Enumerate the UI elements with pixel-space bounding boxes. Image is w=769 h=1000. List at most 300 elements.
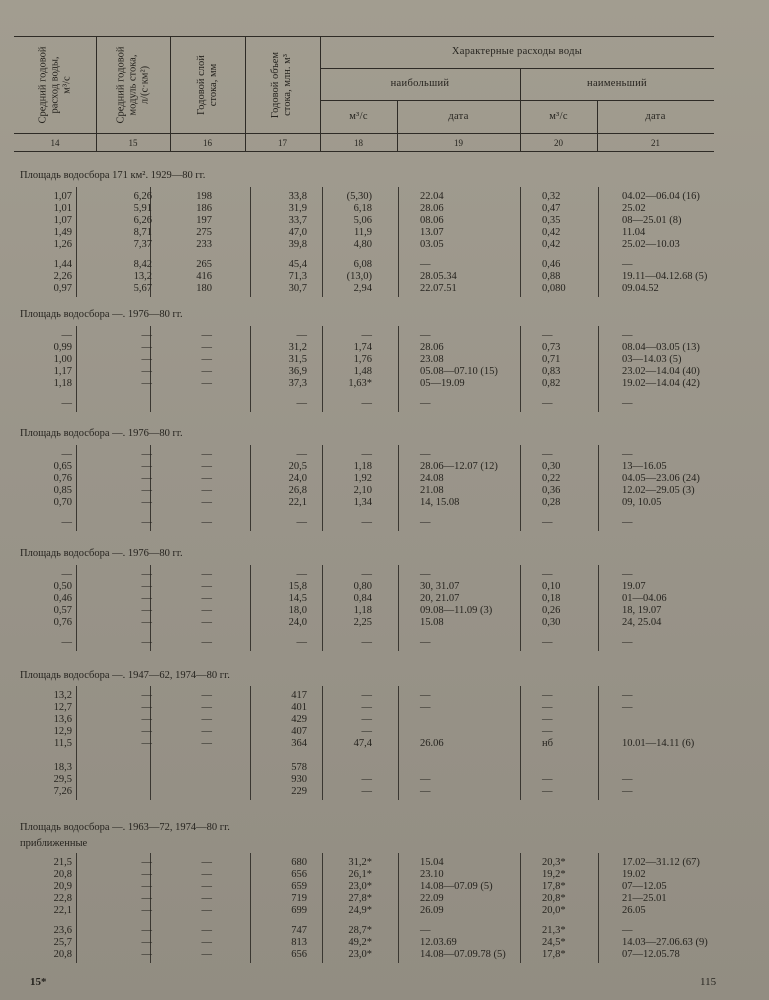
table-cell: 0,18 (542, 593, 561, 604)
table-cell: 0,76 (53, 473, 72, 484)
table-cell: 22,1 (288, 497, 307, 508)
table-cell: 12.02—29.05 (3) (622, 485, 695, 496)
table-cell: — (420, 330, 431, 341)
table-cell: — (622, 774, 633, 785)
column-number: 15 (128, 138, 138, 148)
table-cell: — (542, 637, 553, 648)
table-cell: 0,36 (542, 485, 561, 496)
table-cell: 20, 21.07 (420, 593, 460, 604)
table-cell: 20,3* (542, 857, 566, 868)
table-row (0, 449, 769, 461)
table-cell: — (201, 485, 212, 496)
table-cell: 15,8 (288, 581, 307, 592)
table-cell: 19.02—14.04 (42) (622, 378, 700, 389)
table-cell: 20,8 (53, 869, 72, 880)
table-cell: 24,9* (348, 905, 372, 916)
table-cell: — (622, 637, 633, 648)
table-cell: — (622, 330, 633, 341)
table-cell: — (420, 690, 431, 701)
table-cell: 1,49 (53, 227, 72, 238)
table-cell: — (420, 259, 431, 270)
table-cell: — (361, 569, 372, 580)
table-cell: — (622, 398, 633, 409)
table-cell: — (141, 485, 152, 496)
table-row (0, 905, 769, 917)
table-cell: 0,97 (53, 283, 72, 294)
table-cell: 0,32 (542, 191, 561, 202)
table-cell: 21,5 (53, 857, 72, 868)
table-cell: 71,3 (288, 271, 307, 282)
table-cell: 09.04.52 (622, 283, 659, 294)
table-cell: 20,5 (288, 461, 307, 472)
table-cell: 18,3 (53, 762, 72, 773)
table-cell: 186 (196, 203, 212, 214)
table-cell: 1,01 (53, 203, 72, 214)
table-cell: — (201, 857, 212, 868)
table-cell: 31,2 (288, 342, 307, 353)
table-cell: 0,46 (542, 259, 561, 270)
table-cell: — (141, 449, 152, 460)
table-cell: 13.07 (420, 227, 444, 238)
table-cell: — (361, 726, 372, 737)
table-cell: 0,42 (542, 227, 561, 238)
table-cell: 233 (196, 239, 212, 250)
table-cell: 198 (196, 191, 212, 202)
table-cell: — (542, 517, 553, 528)
table-cell: — (61, 330, 72, 341)
table-cell: — (201, 893, 212, 904)
table-cell: 0,85 (53, 485, 72, 496)
table-cell: 23,0* (348, 881, 372, 892)
table-cell: 24,5* (542, 937, 566, 948)
table-cell: 7,26 (53, 786, 72, 797)
table-cell: — (141, 617, 152, 628)
table-cell: — (622, 569, 633, 580)
header-subgroup-rule (320, 100, 714, 101)
table-cell: 930 (291, 774, 307, 785)
table-cell: — (622, 449, 633, 460)
table-cell: — (201, 366, 212, 377)
table-cell: — (361, 714, 372, 725)
section-title: Площадь водосбора —. 1947—62, 1974—80 гг. (20, 670, 230, 681)
table-cell: — (141, 330, 152, 341)
table-cell: 28.05.34 (420, 271, 457, 282)
table-cell: 20,8* (542, 893, 566, 904)
table-cell: 0,84 (353, 593, 372, 604)
table-row (0, 881, 769, 893)
table-cell: — (201, 702, 212, 713)
table-cell: 26,1* (348, 869, 372, 880)
table-cell: — (622, 690, 633, 701)
table-cell: 1,76 (353, 354, 372, 365)
table-cell: 0,47 (542, 203, 561, 214)
table-cell: 0,50 (53, 581, 72, 592)
table-cell: — (201, 461, 212, 472)
table-cell: — (61, 517, 72, 528)
table-cell: 1,44 (53, 259, 72, 270)
table-cell: 33,7 (288, 215, 307, 226)
table-cell: 23.02—14.04 (40) (622, 366, 700, 377)
table-cell: 417 (291, 690, 307, 701)
table-row (0, 581, 769, 593)
table-cell: 26.09 (420, 905, 444, 916)
table-cell: — (141, 354, 152, 365)
table-cell: 13,2 (53, 690, 72, 701)
table-row (0, 690, 769, 702)
table-cell: 0,71 (542, 354, 561, 365)
table-cell: — (542, 786, 553, 797)
table-cell: — (201, 517, 212, 528)
table-cell: 0,10 (542, 581, 561, 592)
table-cell: — (201, 726, 212, 737)
table-cell: — (420, 702, 431, 713)
table-cell: — (141, 905, 152, 916)
table-cell: — (141, 702, 152, 713)
table-row (0, 617, 769, 629)
table-row (0, 330, 769, 342)
table-cell: 09, 10.05 (622, 497, 662, 508)
table-cell: 229 (291, 786, 307, 797)
table-cell: 0,35 (542, 215, 561, 226)
table-cell: — (296, 637, 307, 648)
table-cell: 28.06 (420, 203, 444, 214)
table-cell: 21.08 (420, 485, 444, 496)
table-cell: — (296, 398, 307, 409)
table-row (0, 378, 769, 390)
section-title: Площадь водосбора 171 км². 1929—80 гг. (20, 170, 206, 181)
table-cell: — (61, 637, 72, 648)
column-number: 17 (278, 138, 287, 148)
table-cell: 33,8 (288, 191, 307, 202)
table-cell: 13—16.05 (622, 461, 667, 472)
table-row (0, 637, 769, 649)
table-cell: 1,18 (53, 378, 72, 389)
table-cell: 364 (291, 738, 307, 749)
table-cell: 6,18 (353, 203, 372, 214)
table-cell: 24,0 (288, 617, 307, 628)
table-cell: 5,67 (133, 283, 152, 294)
table-cell: — (201, 342, 212, 353)
table-cell: 0,46 (53, 593, 72, 604)
table-cell: 0,22 (542, 473, 561, 484)
table-cell: — (201, 881, 212, 892)
table-cell: 699 (291, 905, 307, 916)
table-row (0, 702, 769, 714)
table-cell: 6,26 (133, 215, 152, 226)
table-cell: 08.04—03.05 (13) (622, 342, 700, 353)
table-cell: 0,83 (542, 366, 561, 377)
table-cell: — (201, 473, 212, 484)
table-cell: 23.10 (420, 869, 444, 880)
table-cell: 22.07.51 (420, 283, 457, 294)
table-cell: 2,26 (53, 271, 72, 282)
table-row (0, 203, 769, 215)
table-cell: — (201, 905, 212, 916)
table-cell: — (420, 786, 431, 797)
table-cell: 7,37 (133, 239, 152, 250)
header-largest-m3s: м³/с (349, 111, 368, 122)
table-cell: — (542, 330, 553, 341)
table-cell: 14.03—27.06.63 (9) (622, 937, 708, 948)
table-cell: 23.08 (420, 354, 444, 365)
table-cell: 09.08—11.09 (3) (420, 605, 493, 616)
header-runoff-volume: Годовой объем стока, млн. м³ (270, 51, 294, 118)
table-cell: 656 (291, 949, 307, 960)
table-cell: 23,0* (348, 949, 372, 960)
section-title: Площадь водосбора —. 1963—72, 1974—80 гг. (20, 822, 230, 833)
table-cell: 2,10 (353, 485, 372, 496)
table-cell: 27,8* (348, 893, 372, 904)
table-cell: — (296, 569, 307, 580)
table-cell: — (141, 937, 152, 948)
table-cell: — (201, 354, 212, 365)
header-mean-discharge: Средний годовой расход воды, м³/с (36, 46, 72, 123)
table-cell: 20,0* (542, 905, 566, 916)
table-cell: — (420, 517, 431, 528)
table-cell: — (201, 738, 212, 749)
table-cell: — (141, 738, 152, 749)
table-cell: — (361, 398, 372, 409)
table-cell: 19.02 (622, 869, 646, 880)
table-cell: — (201, 637, 212, 648)
table-cell: — (201, 949, 212, 960)
table-cell: — (141, 569, 152, 580)
table-cell: — (201, 617, 212, 628)
header-group-rule (320, 68, 714, 69)
table-cell: 0,65 (53, 461, 72, 472)
table-cell: 11,9 (354, 227, 372, 238)
table-cell: — (201, 605, 212, 616)
column-number: 20 (554, 138, 563, 148)
table-row (0, 949, 769, 961)
table-cell: 22,8 (53, 893, 72, 904)
table-cell: 14, 15.08 (420, 497, 460, 508)
table-cell: 11,5 (54, 738, 72, 749)
section-title: Площадь водосбора —. 1976—80 гг. (20, 548, 183, 559)
table-cell: — (542, 726, 553, 737)
table-cell: 28.06 (420, 342, 444, 353)
table-cell: — (201, 449, 212, 460)
table-row (0, 569, 769, 581)
table-cell: 0,82 (542, 378, 561, 389)
table-row (0, 517, 769, 529)
table-cell: 47,4 (353, 738, 372, 749)
table-cell: 15.04 (420, 857, 444, 868)
table-cell: 1,07 (53, 191, 72, 202)
table-cell: 0,26 (542, 605, 561, 616)
table-cell: (5,30) (346, 191, 372, 202)
header-runoff-modulus: Средний годовой модуль стока, л/(с·км²) (115, 46, 151, 123)
table-cell: 24,0 (288, 473, 307, 484)
table-cell: — (296, 330, 307, 341)
table-cell: 0,30 (542, 461, 561, 472)
table-cell: — (201, 925, 212, 936)
table-cell: 19,2* (542, 869, 566, 880)
table-cell: 22.09 (420, 893, 444, 904)
table-cell: 1,17 (53, 366, 72, 377)
section-title: Площадь водосбора —. 1976—80 гг. (20, 428, 183, 439)
table-cell: — (61, 569, 72, 580)
table-cell: 6,26 (133, 191, 152, 202)
table-cell: 1,63* (348, 378, 372, 389)
table-cell: 14.08—07.09.78 (5) (420, 949, 506, 960)
table-cell: — (201, 378, 212, 389)
table-cell: 2,25 (353, 617, 372, 628)
table-cell: 1,26 (53, 239, 72, 250)
table-cell: 5,06 (353, 215, 372, 226)
table-cell: 680 (291, 857, 307, 868)
table-cell: 0,73 (542, 342, 561, 353)
column-number: 14 (50, 138, 60, 148)
table-row (0, 893, 769, 905)
table-cell: 5,91 (133, 203, 152, 214)
table-cell: — (201, 497, 212, 508)
table-cell: 2,94 (353, 283, 372, 294)
table-row (0, 605, 769, 617)
table-row (0, 762, 769, 774)
table-cell: 21—25.01 (622, 893, 667, 904)
table-cell: — (201, 937, 212, 948)
header-runoff-layer: Годовой слой стока, мм (195, 54, 219, 115)
table-row (0, 726, 769, 738)
table-cell: 17,8* (542, 881, 566, 892)
table-cell: — (420, 774, 431, 785)
column-number: 21 (651, 138, 660, 148)
table-cell: 47,0 (288, 227, 307, 238)
table-cell: — (201, 330, 212, 341)
table-cell: 6,08 (353, 259, 372, 270)
table-cell: 29,5 (53, 774, 72, 785)
table-cell: 20,8 (53, 949, 72, 960)
table-cell: 11.04 (622, 227, 646, 238)
table-cell: 13,2 (133, 271, 152, 282)
table-cell: 05—19.09 (420, 378, 465, 389)
table-cell: 578 (291, 762, 307, 773)
table-cell: 28,7* (348, 925, 372, 936)
table-row (0, 738, 769, 750)
header-bottom-rule (14, 133, 714, 134)
table-cell: 719 (291, 893, 307, 904)
table-cell: — (296, 517, 307, 528)
table-cell: — (141, 593, 152, 604)
table-cell: — (61, 398, 72, 409)
table-cell: 19.07 (622, 581, 646, 592)
table-cell: 07—12.05.78 (622, 949, 680, 960)
table-cell: 17.02—31.12 (67) (622, 857, 700, 868)
table-cell: 22,1 (53, 905, 72, 916)
table-cell: 4,80 (353, 239, 372, 250)
header-characteristic-discharge: Характерные расходы воды (451, 46, 583, 57)
table-cell: 26.06 (420, 738, 444, 749)
table-cell: — (420, 449, 431, 460)
table-cell: 20,9 (53, 881, 72, 892)
table-cell: — (141, 497, 152, 508)
table-cell: 17,8* (542, 949, 566, 960)
table-cell: 12,9 (53, 726, 72, 737)
table-cell: — (542, 714, 553, 725)
table-cell: — (141, 473, 152, 484)
table-cell: 1,74 (353, 342, 372, 353)
table-cell: 19.11—04.12.68 (5) (622, 271, 708, 282)
table-cell: 747 (291, 925, 307, 936)
table-cell: 30,7 (288, 283, 307, 294)
table-cell: 21,3* (542, 925, 566, 936)
table-cell: 45,4 (288, 259, 307, 270)
table-cell: 24.08 (420, 473, 444, 484)
table-cell: 275 (196, 227, 212, 238)
table-cell: 39,8 (288, 239, 307, 250)
table-cell: — (141, 690, 152, 701)
table-cell: 8,71 (133, 227, 152, 238)
footer-signature-mark: 15* (30, 976, 47, 988)
table-cell: 656 (291, 869, 307, 880)
table-cell: (13,0) (346, 271, 372, 282)
header-smallest: наименьший (587, 78, 647, 89)
table-cell: — (201, 714, 212, 725)
table-cell: — (201, 869, 212, 880)
header-largest-date: дата (448, 111, 469, 122)
table-cell: 25,7 (53, 937, 72, 948)
table-cell: — (542, 690, 553, 701)
table-cell: — (542, 398, 553, 409)
table-cell: — (141, 726, 152, 737)
table-cell: 31,2* (348, 857, 372, 868)
page-number: 115 (700, 976, 717, 988)
table-cell: 0,28 (542, 497, 561, 508)
table-cell: 1,48 (353, 366, 372, 377)
table-cell: 31,5 (288, 354, 307, 365)
column-numbers-rule (14, 151, 714, 152)
table-cell: — (361, 702, 372, 713)
table-cell: 659 (291, 881, 307, 892)
table-cell: — (622, 517, 633, 528)
table-cell: — (361, 449, 372, 460)
table-cell: — (141, 461, 152, 472)
table-cell: 407 (291, 726, 307, 737)
table-row (0, 215, 769, 227)
header-largest: наибольший (390, 78, 450, 89)
table-cell: — (141, 605, 152, 616)
table-cell: 04.05—23.06 (24) (622, 473, 700, 484)
table-row (0, 227, 769, 239)
table-cell: 13,6 (53, 714, 72, 725)
table-cell: — (201, 593, 212, 604)
table-cell: — (622, 259, 633, 270)
table-row (0, 786, 769, 798)
table-cell: — (622, 786, 633, 797)
table-cell: — (361, 330, 372, 341)
table-cell: 25.02—10.03 (622, 239, 680, 250)
table-row (0, 485, 769, 497)
column-number: 19 (454, 138, 463, 148)
table-row (0, 593, 769, 605)
table-cell: 265 (196, 259, 212, 270)
table-cell: 813 (291, 937, 307, 948)
table-cell: 12.03.69 (420, 937, 457, 948)
table-cell: — (141, 869, 152, 880)
table-cell: — (141, 949, 152, 960)
table-row (0, 271, 769, 283)
table-cell: 36,9 (288, 366, 307, 377)
table-cell: — (141, 517, 152, 528)
table-cell: — (141, 366, 152, 377)
table-cell: 416 (196, 271, 212, 282)
table-cell: 24, 25.04 (622, 617, 662, 628)
table-cell: 10.01—14.11 (6) (622, 738, 695, 749)
table-row (0, 937, 769, 949)
table-cell: — (141, 637, 152, 648)
table-cell: 08—25.01 (8) (622, 215, 682, 226)
